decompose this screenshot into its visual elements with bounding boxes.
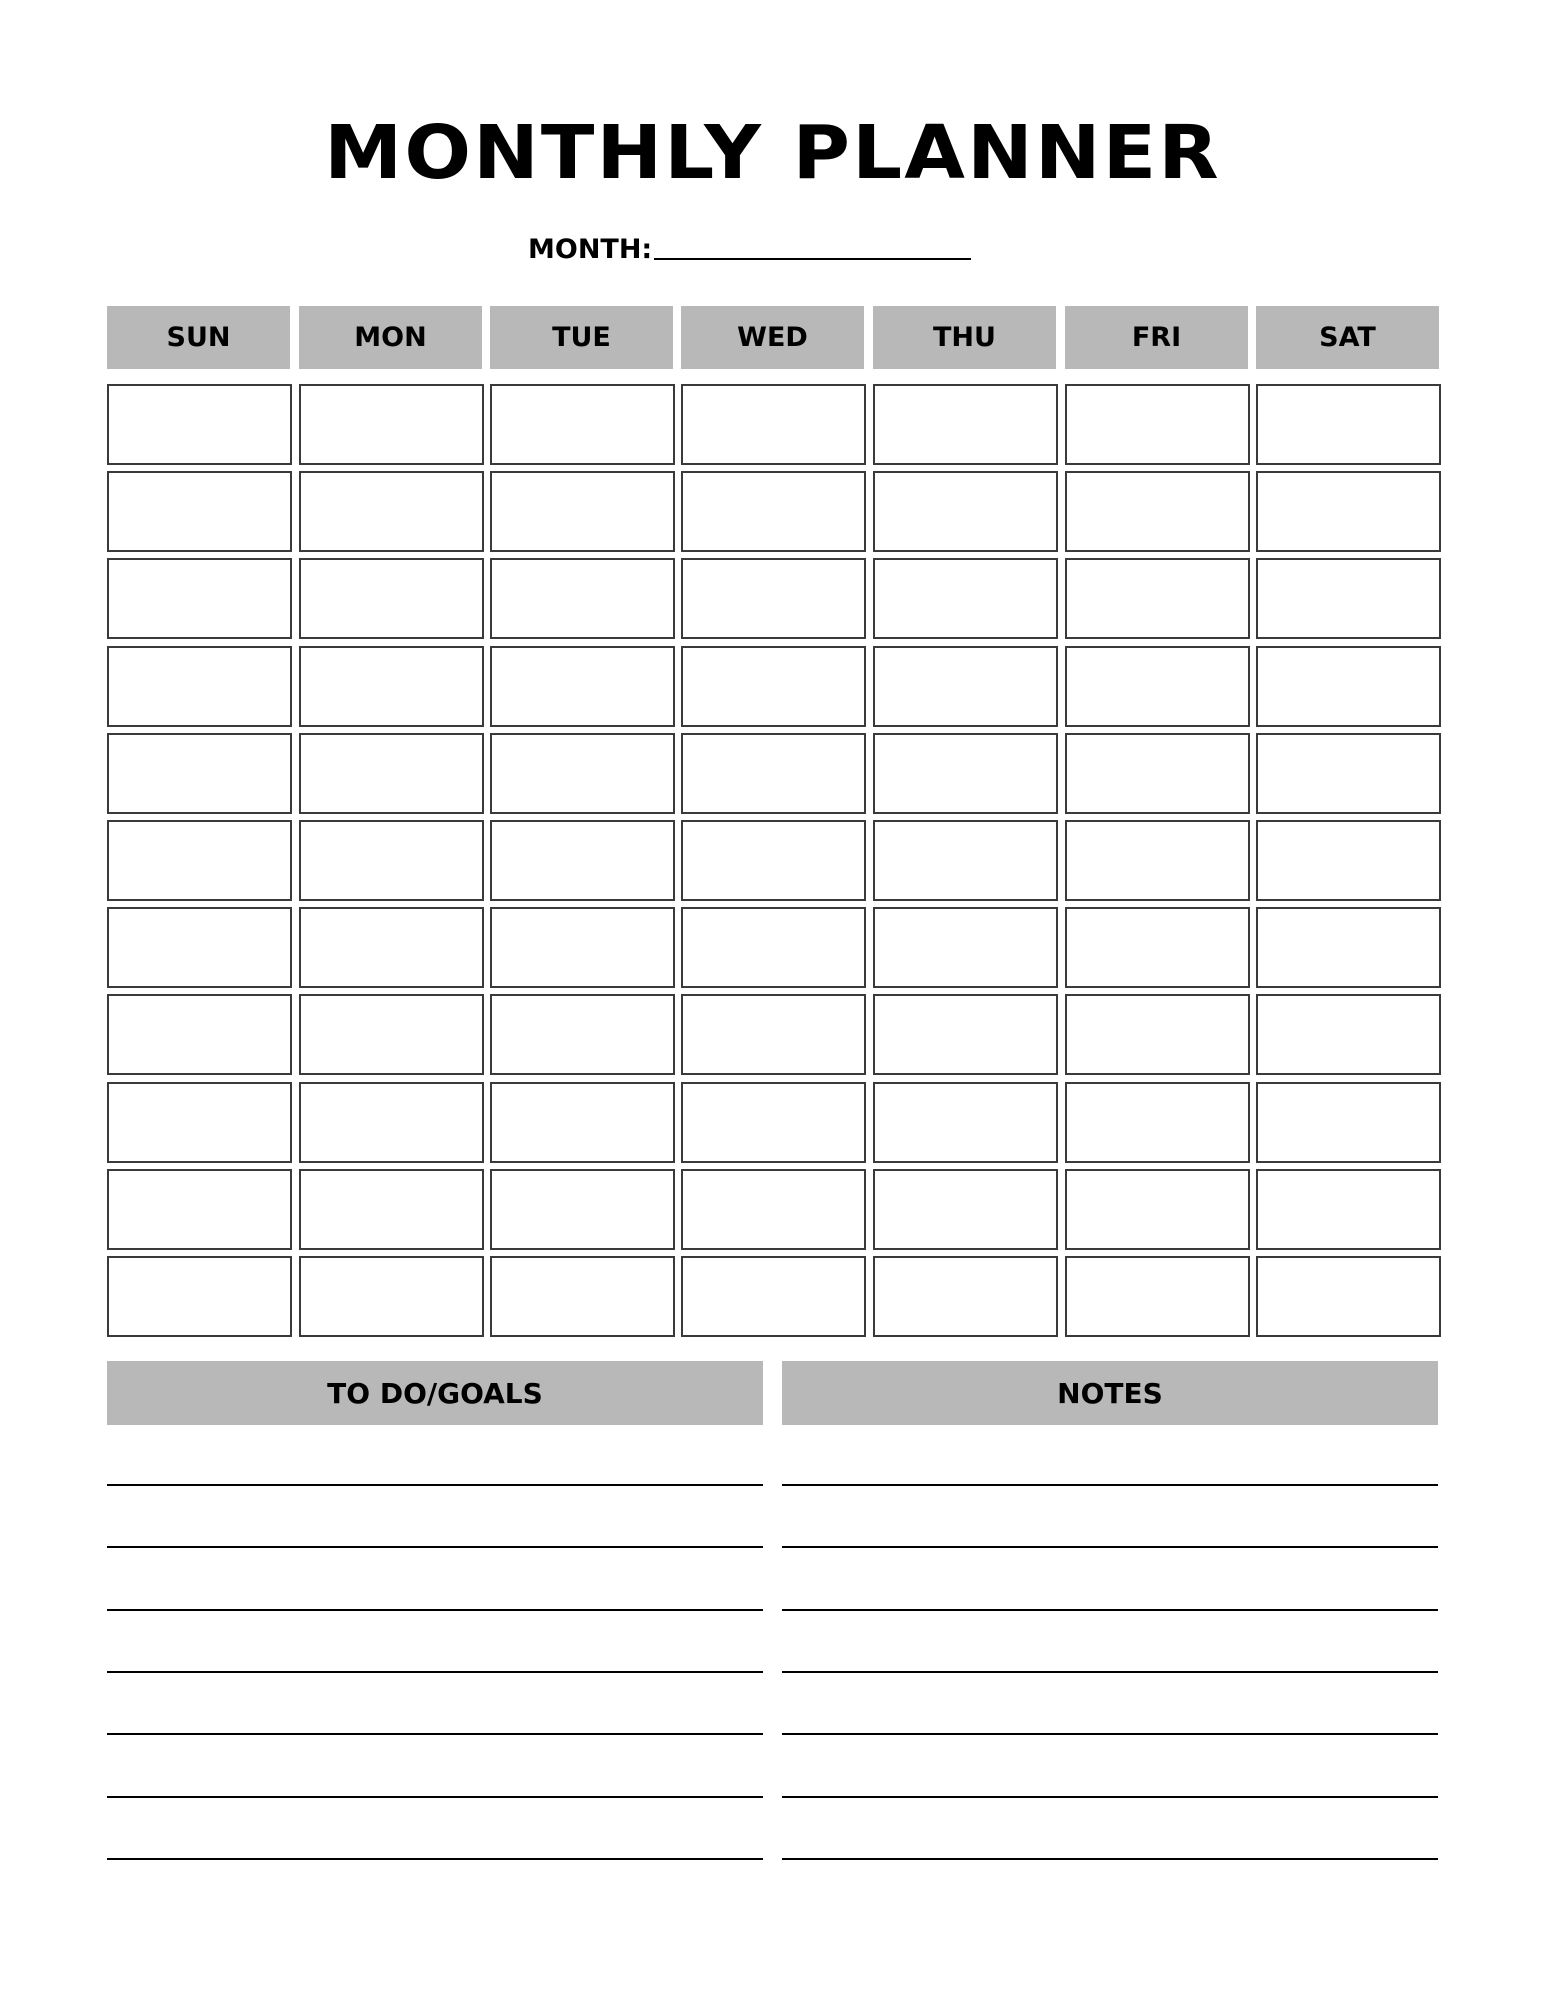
calendar-cell[interactable] (490, 1082, 675, 1163)
todo-goals-line[interactable] (107, 1609, 763, 1611)
calendar-cell[interactable] (490, 994, 675, 1075)
calendar-cell[interactable] (873, 384, 1058, 465)
calendar-cell[interactable] (681, 646, 866, 727)
calendar-cell[interactable] (1256, 1256, 1441, 1337)
day-header-sun: SUN (107, 306, 290, 369)
calendar-cell[interactable] (490, 1256, 675, 1337)
calendar-cell[interactable] (1256, 646, 1441, 727)
calendar-cell[interactable] (681, 1082, 866, 1163)
calendar-cell[interactable] (873, 733, 1058, 814)
todo-goals-line[interactable] (107, 1796, 763, 1798)
calendar-cell[interactable] (490, 646, 675, 727)
calendar-cell[interactable] (873, 558, 1058, 639)
calendar-cell[interactable] (681, 558, 866, 639)
calendar-cell[interactable] (299, 471, 484, 552)
calendar-cell[interactable] (299, 1256, 484, 1337)
todo-goals-line[interactable] (107, 1671, 763, 1673)
month-label: MONTH: (528, 234, 653, 265)
calendar-cell[interactable] (1256, 907, 1441, 988)
calendar-cell[interactable] (299, 1169, 484, 1250)
month-field (528, 228, 971, 268)
calendar-cell[interactable] (1256, 384, 1441, 465)
day-header-wed: WED (681, 306, 864, 369)
todo-goals-label: TO DO/GOALS (327, 1376, 543, 1410)
calendar-cell[interactable] (873, 471, 1058, 552)
calendar-cell[interactable] (1065, 558, 1250, 639)
calendar-cell[interactable] (1065, 471, 1250, 552)
calendar-cell[interactable] (490, 558, 675, 639)
calendar-cell[interactable] (1065, 820, 1250, 901)
day-header-sat: SAT (1256, 306, 1439, 369)
calendar-cell[interactable] (681, 384, 866, 465)
calendar-cell[interactable] (299, 1082, 484, 1163)
day-header-thu: THU (873, 306, 1056, 369)
day-header-fri: FRI (1065, 306, 1248, 369)
calendar-cell[interactable] (107, 733, 292, 814)
notes-line[interactable] (782, 1484, 1438, 1486)
calendar-cell[interactable] (107, 558, 292, 639)
todo-goals-line[interactable] (107, 1484, 763, 1486)
notes-line[interactable] (782, 1733, 1438, 1735)
calendar-cell[interactable] (681, 907, 866, 988)
notes-line[interactable] (782, 1858, 1438, 1860)
notes-line[interactable] (782, 1546, 1438, 1548)
calendar-cell[interactable] (1065, 733, 1250, 814)
todo-goals-line[interactable] (107, 1733, 763, 1735)
calendar-cell[interactable] (873, 907, 1058, 988)
calendar-cell[interactable] (681, 1256, 866, 1337)
day-header-tue: TUE (490, 306, 673, 369)
calendar-cell[interactable] (490, 1169, 675, 1250)
calendar-cell[interactable] (1065, 1082, 1250, 1163)
calendar-cell[interactable] (1256, 558, 1441, 639)
calendar-cell[interactable] (873, 1169, 1058, 1250)
calendar-cell[interactable] (1065, 646, 1250, 727)
calendar-cell[interactable] (1065, 384, 1250, 465)
calendar-cell[interactable] (1256, 1169, 1441, 1250)
calendar-cell[interactable] (873, 1082, 1058, 1163)
calendar-cell[interactable] (873, 820, 1058, 901)
day-header-mon: MON (299, 306, 482, 369)
calendar-cell[interactable] (107, 1169, 292, 1250)
calendar-cell[interactable] (299, 558, 484, 639)
notes-line[interactable] (782, 1671, 1438, 1673)
page-title: MONTHLY PLANNER (324, 110, 1221, 196)
calendar-cell[interactable] (1256, 733, 1441, 814)
todo-goals-line[interactable] (107, 1546, 763, 1548)
calendar-cell[interactable] (873, 994, 1058, 1075)
calendar-cell[interactable] (681, 733, 866, 814)
calendar-cell[interactable] (107, 994, 292, 1075)
calendar-cell[interactable] (107, 646, 292, 727)
todo-goals-line[interactable] (107, 1858, 763, 1860)
calendar-cell[interactable] (1065, 1256, 1250, 1337)
calendar-cell[interactable] (299, 820, 484, 901)
calendar-cell[interactable] (490, 733, 675, 814)
calendar-cell[interactable] (299, 384, 484, 465)
calendar-cell[interactable] (299, 733, 484, 814)
calendar-cell[interactable] (681, 471, 866, 552)
calendar-cell[interactable] (1065, 1169, 1250, 1250)
calendar-cell[interactable] (1256, 820, 1441, 901)
calendar-cell[interactable] (681, 820, 866, 901)
calendar-cell[interactable] (107, 1256, 292, 1337)
calendar-cell[interactable] (1256, 994, 1441, 1075)
calendar-cell[interactable] (681, 994, 866, 1075)
calendar-cell[interactable] (299, 994, 484, 1075)
todo-goals-header (107, 1361, 763, 1425)
calendar-cell[interactable] (1065, 994, 1250, 1075)
calendar-cell[interactable] (873, 1256, 1058, 1337)
calendar-cell[interactable] (873, 646, 1058, 727)
notes-label: NOTES (1057, 1376, 1163, 1410)
calendar-cell[interactable] (490, 907, 675, 988)
calendar-cell[interactable] (107, 384, 292, 465)
calendar-cell[interactable] (107, 907, 292, 988)
calendar-cell[interactable] (299, 646, 484, 727)
calendar-cell[interactable] (490, 820, 675, 901)
notes-line[interactable] (782, 1609, 1438, 1611)
month-input-line[interactable] (654, 258, 971, 260)
calendar-cell[interactable] (107, 1082, 292, 1163)
calendar-cell[interactable] (1256, 1082, 1441, 1163)
calendar-cell[interactable] (1065, 907, 1250, 988)
calendar-cell[interactable] (107, 471, 292, 552)
calendar-cell[interactable] (490, 384, 675, 465)
calendar-cell[interactable] (107, 820, 292, 901)
calendar-cell[interactable] (681, 1169, 866, 1250)
notes-line[interactable] (782, 1796, 1438, 1798)
calendar-cell[interactable] (490, 471, 675, 552)
notes-header (782, 1361, 1438, 1425)
calendar-cell[interactable] (1256, 471, 1441, 552)
calendar-cell[interactable] (299, 907, 484, 988)
